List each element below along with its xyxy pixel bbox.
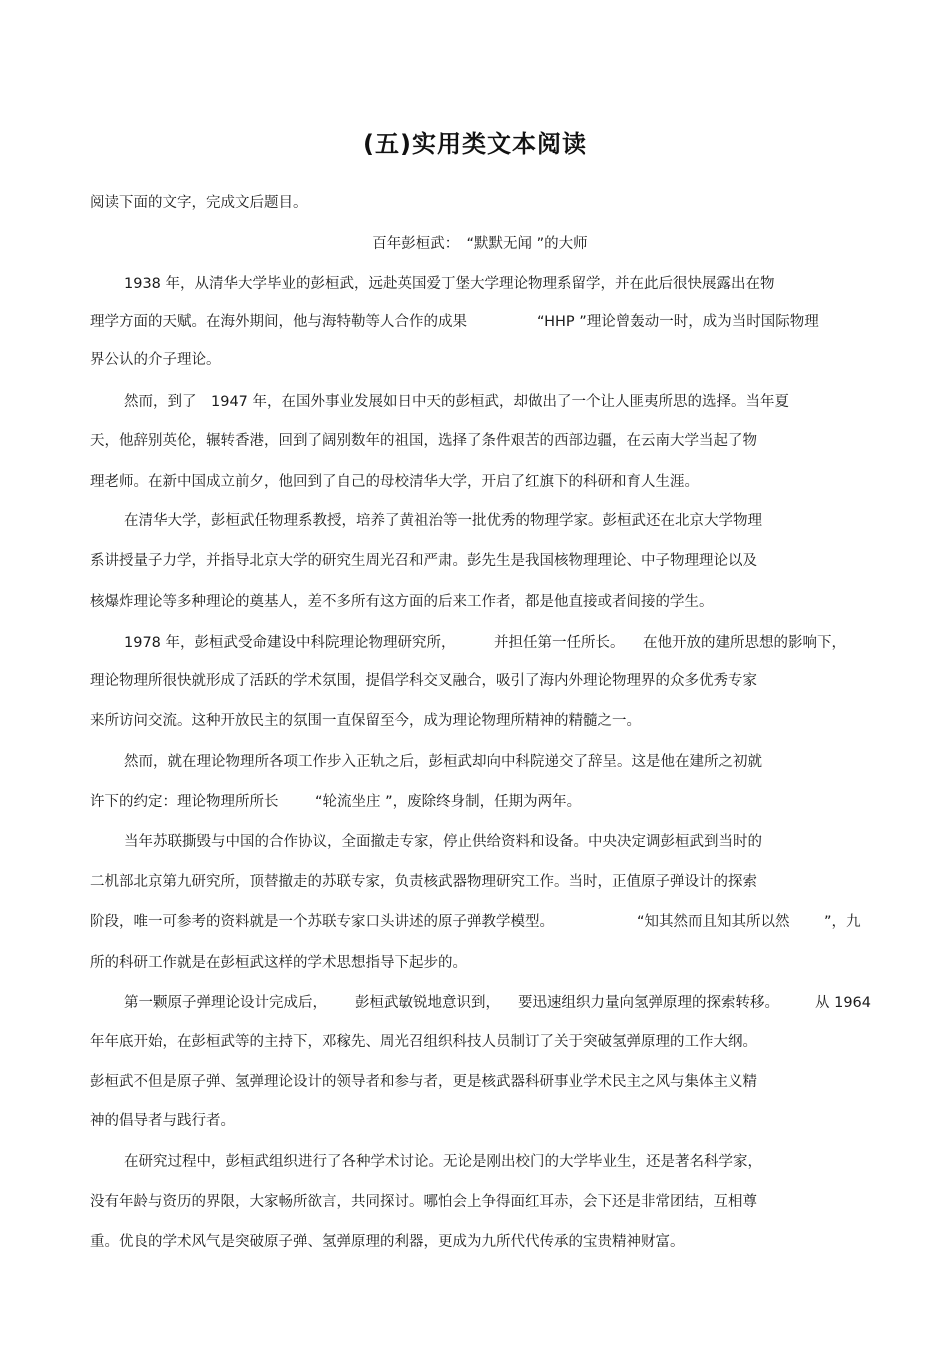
text-line: 神的倡导者与践行者。 (90, 1113, 235, 1129)
text-line: 理学方面的天赋。在海外期间，他与海特勒等人合作的成果 (90, 314, 467, 330)
text-line: 天，他辞别英伦，辗转香港，回到了阔别数年的祖国，选择了条件艰苦的西部边疆，在云南大学当起了物 (90, 433, 757, 449)
text-line: “知其然而且知其所以然 (637, 914, 790, 930)
text-line: 从 1964 (815, 995, 872, 1011)
text-line: 在清华大学，彭桓武任物理系教授，培养了黄祖治等一批优秀的物理学家。彭桓武还在北京大学物理 (124, 513, 762, 529)
text-line: 界公认的介子理论。 (90, 352, 221, 368)
text-line: 在研究过程中，彭桓武组织进行了各种学术讨论。无论是刚出校门的大学毕业生，还是著名科学家， (124, 1154, 762, 1170)
article-title: 百年彭桓武： “默默无闻 ”的大师 (372, 236, 588, 252)
text-line: 所的科研工作就是在彭桓武这样的学术思想指导下起步的。 (90, 955, 467, 971)
text-line: 彭桓武不但是原子弹、氢弹理论设计的领导者和参与者，更是核武器科研事业学术民主之风与集体主义精 (90, 1074, 757, 1090)
text-line: 第一颗原子弹理论设计完成后， (124, 995, 327, 1011)
text-line: 当年苏联撕毁与中国的合作协议，全面撤走专家，停止供给资料和设备。中央决定调彭桓武到当时的 (124, 834, 762, 850)
text-line: 二机部北京第九研究所，顶替撤走的苏联专家，负责核武器物理研究工作。当时，正值原子弹设计的探索 (90, 874, 757, 890)
text-line: 1978 年，彭桓武受命建设中科院理论物理研究所， (124, 635, 456, 651)
text-line: 1938 年，从清华大学毕业的彭桓武，远赴英国爱丁堡大学理论物理系留学，并在此后很快展露出在物 (124, 276, 775, 292)
text-line: 然而，就在理论物理所各项工作步入正轨之后，彭桓武却向中科院递交了辞呈。这是他在建所之初就 (124, 754, 762, 770)
text-line: 彭桓武敏锐地意识到， (355, 995, 500, 1011)
reading-instruction: 阅读下面的文字，完成文后题目。 (90, 195, 308, 211)
text-line: 并担任第一任所长。 (494, 635, 625, 651)
text-line: 要迅速组织力量向氢弹原理的探索转移。 (518, 995, 779, 1011)
text-line: 然而，到了 1947 年，在国外事业发展如日中天的彭桓武，却做出了一个让人匪夷所思的选择。当年夏 (124, 394, 790, 410)
text-line: 系讲授量子力学，并指导北京大学的研究生周光召和严肃。彭先生是我国核物理理论、中子物理理论以及 (90, 553, 757, 569)
text-line: 年年底开始，在彭桓武等的主持下，邓稼先、周光召组织科技人员制订了关于突破氢弹原理的工作大纲。 (90, 1034, 757, 1050)
text-line: 来所访问交流。这种开放民主的氛围一直保留至今，成为理论物理所精神的精髓之一。 (90, 713, 641, 729)
text-line: “轮流坐庄 ”，废除终身制，任期为两年。 (315, 794, 582, 810)
text-line: ”，九 (824, 914, 861, 930)
text-line: 阶段，唯一可参考的资料就是一个苏联专家口头讲述的原子弹教学模型。 (90, 914, 554, 930)
page-title: (五)实用类文本阅读 (363, 130, 587, 158)
text-line: 在他开放的建所思想的影响下， (643, 635, 846, 651)
text-line: “HHP ”理论曾轰动一时，成为当时国际物理 (537, 314, 819, 330)
text-line: 许下的约定：理论物理所所长 (90, 794, 279, 810)
text-line: 重。优良的学术风气是突破原子弹、氢弹原理的利器，更成为九所代代传承的宝贵精神财富。 (90, 1234, 685, 1250)
text-line: 理论物理所很快就形成了活跃的学术氛围，提倡学科交叉融合，吸引了海内外理论物理界的众多优秀专家 (90, 673, 757, 689)
text-line: 理老师。在新中国成立前夕，他回到了自己的母校清华大学，开启了红旗下的科研和育人生涯。 (90, 474, 699, 490)
text-line: 核爆炸理论等多种理论的奠基人，差不多所有这方面的后来工作者，都是他直接或者间接的学生。 (90, 594, 714, 610)
text-line: 没有年龄与资历的界限，大家畅所欲言，共同探讨。哪怕会上争得面红耳赤，会下还是非常团结，互相尊 (90, 1194, 757, 1210)
